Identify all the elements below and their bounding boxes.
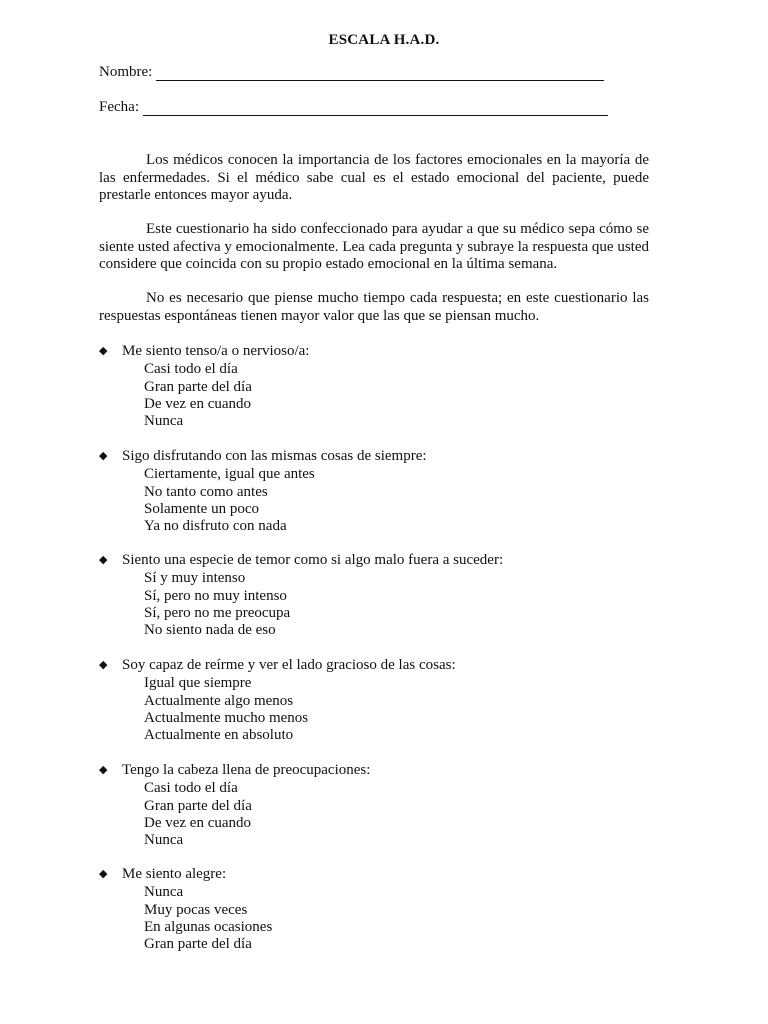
- answer-option: No siento nada de eso: [144, 622, 276, 639]
- fecha-blank-line: [143, 101, 608, 116]
- answer-option: Sí, pero no muy intenso: [144, 587, 287, 604]
- answer-option: Actualmente en absoluto: [144, 727, 294, 744]
- answer-option: Casi todo el día: [144, 361, 238, 378]
- answer-option: Muy pocas veces: [144, 901, 248, 918]
- document-title: ESCALA H.A.D.: [328, 32, 440, 48]
- question-text: Tengo la cabeza llena de preocupaciones:: [122, 762, 371, 778]
- question-text: Me siento tenso/a o nervioso/a:: [122, 343, 310, 359]
- answer-option: Nunca: [144, 884, 184, 901]
- question-text: Soy capaz de reírme y ver el lado gracioso de las cosas:: [122, 657, 456, 673]
- question-text: Sigo disfrutando con las mismas cosas de siempre:: [122, 448, 427, 464]
- answer-option: Casi todo el día: [144, 780, 238, 797]
- answer-option: De vez en cuando: [144, 395, 252, 412]
- answer-option: Sí, pero no me preocupa: [144, 604, 291, 621]
- question-item: [99, 762, 659, 849]
- answer-option: Ciertamente, igual que antes: [144, 466, 315, 483]
- answer-option: En algunas ocasiones: [144, 918, 273, 935]
- answer-option: Gran parte del día: [144, 378, 252, 395]
- question-item: [99, 552, 659, 639]
- question-text: Me siento alegre:: [122, 866, 227, 882]
- answer-option: Nunca: [144, 413, 184, 430]
- answer-option: Actualmente mucho menos: [144, 709, 309, 726]
- question-item: [99, 343, 659, 430]
- answer-option: De vez en cuando: [144, 814, 252, 831]
- fecha-label: Fecha:: [99, 99, 139, 115]
- nombre-label: Nombre:: [99, 64, 153, 80]
- answer-option: Sí y muy intenso: [144, 570, 246, 587]
- answer-option: Gran parte del día: [144, 936, 252, 953]
- answer-option: Nunca: [144, 832, 184, 849]
- question-item: [99, 866, 659, 953]
- diamond-bullet-icon: ◆: [99, 554, 108, 566]
- diamond-bullet-icon: ◆: [99, 764, 108, 776]
- question-text: Siento una especie de temor como si algo malo fuera a suceder:: [122, 552, 504, 568]
- answer-option: No tanto como antes: [144, 483, 268, 500]
- fecha-field: [99, 99, 608, 116]
- diamond-bullet-icon: ◆: [99, 450, 108, 462]
- intro-paragraph-3: No es necesario que piense mucho tiempo cada respuesta; en este cuestionario las respuestas espontáneas tienen mayor valor que las que se piensan mucho.: [99, 290, 649, 324]
- diamond-bullet-icon: ◆: [99, 345, 108, 357]
- answer-option: Gran parte del día: [144, 797, 252, 814]
- nombre-blank-line: [156, 66, 604, 81]
- answer-option: Solamente un poco: [144, 500, 259, 517]
- intro-paragraph-2: Este cuestionario ha sido confeccionado para ayudar a que su médico sepa cómo se siente usted afectiva y emocionalmente. Lea cada pregunta y subraye la respuesta que usted considere que coincida con su propio estado emocional en la última semana.: [99, 221, 649, 272]
- answer-option: Actualmente algo menos: [144, 692, 294, 709]
- intro-paragraph-1: Los médicos conocen la importancia de los factores emocionales en la mayoría de las enfermedades. Si el médico sabe cual es el estado emocional del paciente, puede prestarle entonces mayor ayuda.: [99, 152, 649, 203]
- nombre-field: [99, 64, 604, 81]
- answer-option: Ya no disfruto con nada: [144, 518, 287, 535]
- answer-option: Igual que siempre: [144, 675, 252, 692]
- question-item: [99, 448, 659, 535]
- diamond-bullet-icon: ◆: [99, 659, 108, 671]
- question-item: [99, 657, 659, 744]
- diamond-bullet-icon: ◆: [99, 868, 108, 880]
